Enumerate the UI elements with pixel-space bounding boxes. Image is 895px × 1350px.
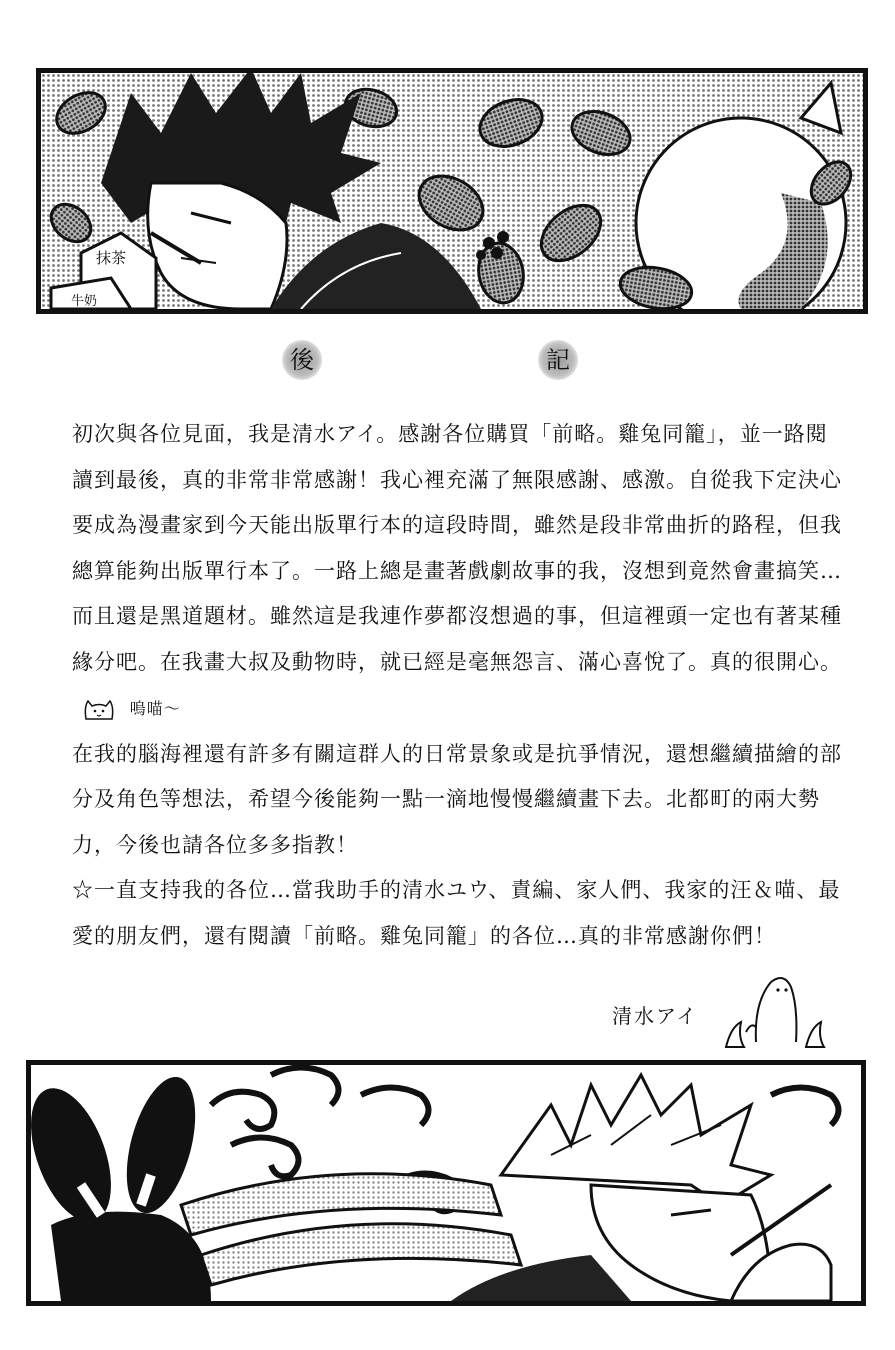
afterword-heading-char-1: 後	[282, 340, 322, 380]
carton-label-matcha: 抹茶	[96, 249, 127, 267]
afterword-heading-char-2: 記	[538, 340, 578, 380]
afterword-paragraph-2: 在我的腦海裡還有許多有關這群人的日常景象或是抗爭情況，還想繼續描繪的部分及角色等想法，希望今後能夠一點一滴地慢慢繼續畫下去。北都町的兩大勢力，今後也請各位多多指教！	[72, 741, 842, 857]
cat-face-icon	[82, 697, 116, 721]
meow-text: 嗚喵～	[129, 699, 181, 718]
bottom-illustration	[31, 1065, 861, 1301]
afterword-paragraph-3: ☆一直支持我的各位…當我助手的清水ユウ、責編、家人們、我家的汪＆喵、最愛的朋友們，還有閱讀「前略。雞兔同籠」的各位…真的非常感謝你們！	[72, 878, 841, 948]
afterword-paragraph-1	[72, 412, 842, 732]
top-illustration-panel	[36, 68, 868, 314]
bird-banana-doodle-icon	[716, 972, 836, 1052]
author-signature: 清水アイ	[612, 1004, 699, 1028]
carton-label-milk: 牛奶	[71, 294, 98, 309]
paragraph-1-text: 初次與各位見面，我是清水アイ。感謝各位購買「前略。雞兔同籠」，並一路閱讀到最後，真的非常非常感謝！我心裡充滿了無限感謝、感激。自從我下定決心要成為漫畫家到今天能出版單行本的這段時間，雖然是段非常曲折的路程，但我總算能夠出版單行本了。一路上總是畫著戲劇故事的我，沒想到竟然會畫搞笑…而且還是黑道題材。雖然這是我連作夢都沒想過的事，但這裡頭一定也有著某種緣分吧。在我畫大叔及動物時，就已經是毫無怨言、滿心喜悅了。真的很開心。	[72, 422, 842, 674]
afterword-body	[72, 412, 842, 959]
top-illustration	[41, 73, 863, 309]
bottom-illustration-panel	[26, 1060, 866, 1306]
